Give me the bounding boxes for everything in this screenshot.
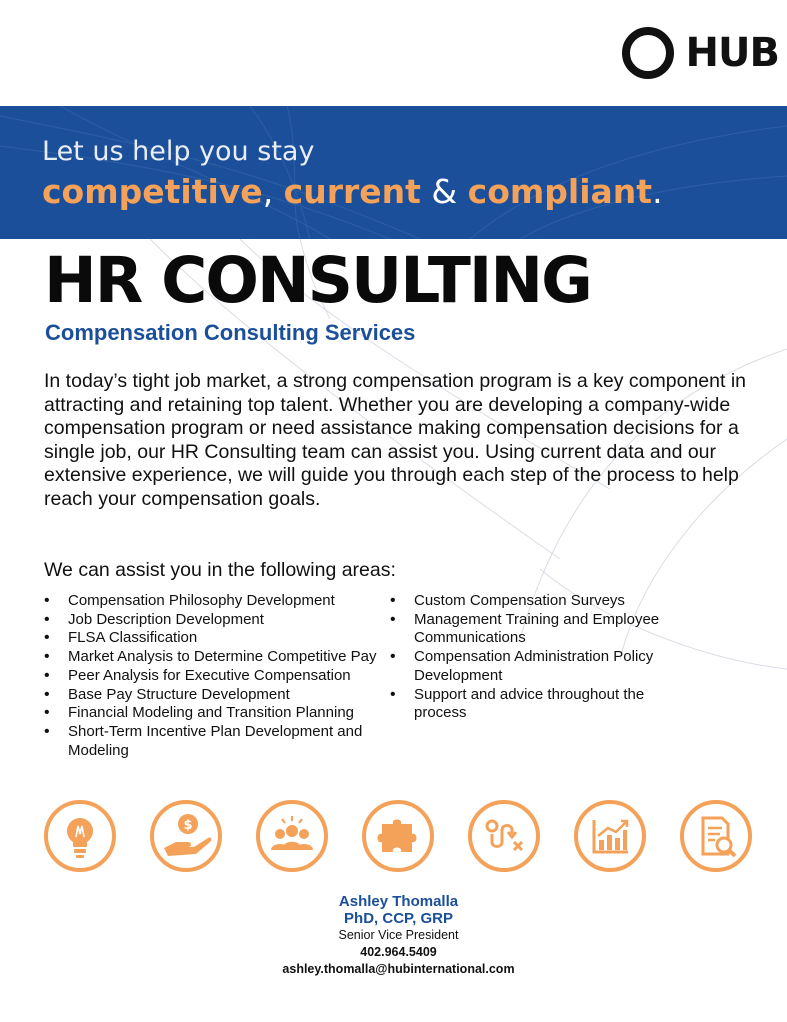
banner-headline: [42, 172, 663, 211]
page-subtitle: Compensation Consulting Services: [45, 320, 416, 345]
list-item: • Financial Modeling and Transition Planning: [44, 704, 389, 723]
puzzle-icon: [362, 800, 434, 872]
svg-text:$: $: [183, 818, 193, 833]
services-list-left: [44, 592, 389, 760]
banner-word-compliant: compliant: [467, 172, 653, 211]
contact-credentials: PhD, CCP, GRP: [344, 910, 453, 927]
lightbulb-icon: [44, 800, 116, 872]
list-item: • Short-Term Incentive Plan Development and Modeling: [44, 723, 389, 760]
document-search-icon: [680, 800, 752, 872]
list-item: • Custom Compensation Surveys: [390, 592, 690, 611]
contact-block: [0, 893, 787, 978]
contact-phone[interactable]: 402.964.5409: [360, 945, 437, 959]
services-heading: We can assist you in the following areas:: [44, 559, 396, 581]
banner-separator-2: &: [420, 172, 468, 211]
hand-money-icon: [150, 800, 222, 872]
growth-chart-icon: [574, 800, 646, 872]
list-item: • Job Description Development: [44, 611, 389, 630]
list-item: • Base Pay Structure Development: [44, 686, 389, 705]
list-item: • Market Analysis to Determine Competitive Pay: [44, 648, 389, 667]
list-item: • Support and advice throughout the process: [390, 686, 690, 723]
hub-logo: [622, 27, 779, 79]
hub-logo-text: HUB: [685, 30, 779, 76]
contact-email[interactable]: ashley.thomalla@hubinternational.com: [282, 962, 515, 976]
banner-word-current: current: [283, 172, 421, 211]
contact-role: Senior Vice President: [338, 928, 459, 942]
banner-separator-1: ,: [262, 172, 284, 211]
banner-word-competitive: competitive: [42, 172, 263, 211]
banner-period: .: [652, 172, 663, 211]
list-item: • Management Training and Employee Communications: [390, 611, 690, 648]
page-title: HR CONSULTING: [44, 244, 591, 317]
list-item: • FLSA Classification: [44, 629, 389, 648]
intro-paragraph: In today’s tight job market, a strong compensation program is a key component in attracting and retaining top talent. Whether you are developing a company-wide compensation program or need assistance making compensation decisions for a single job, our HR Consulting team can assist you. Using current data and our extensive experience, we will guide you through each step of the process to help reach your compensation goals.: [44, 370, 747, 510]
strategy-icon: [468, 800, 540, 872]
team-icon: [256, 800, 328, 872]
banner-tagline: Let us help you stay: [42, 136, 315, 167]
service-icons-row: [44, 800, 752, 874]
list-item: • Peer Analysis for Executive Compensation: [44, 667, 389, 686]
hub-ring-icon: [622, 27, 674, 79]
contact-name: Ashley Thomalla: [338, 893, 459, 910]
list-item: • Compensation Philosophy Development: [44, 592, 389, 611]
list-item: • Compensation Administration Policy Development: [390, 648, 690, 685]
services-list-right: [390, 592, 690, 723]
